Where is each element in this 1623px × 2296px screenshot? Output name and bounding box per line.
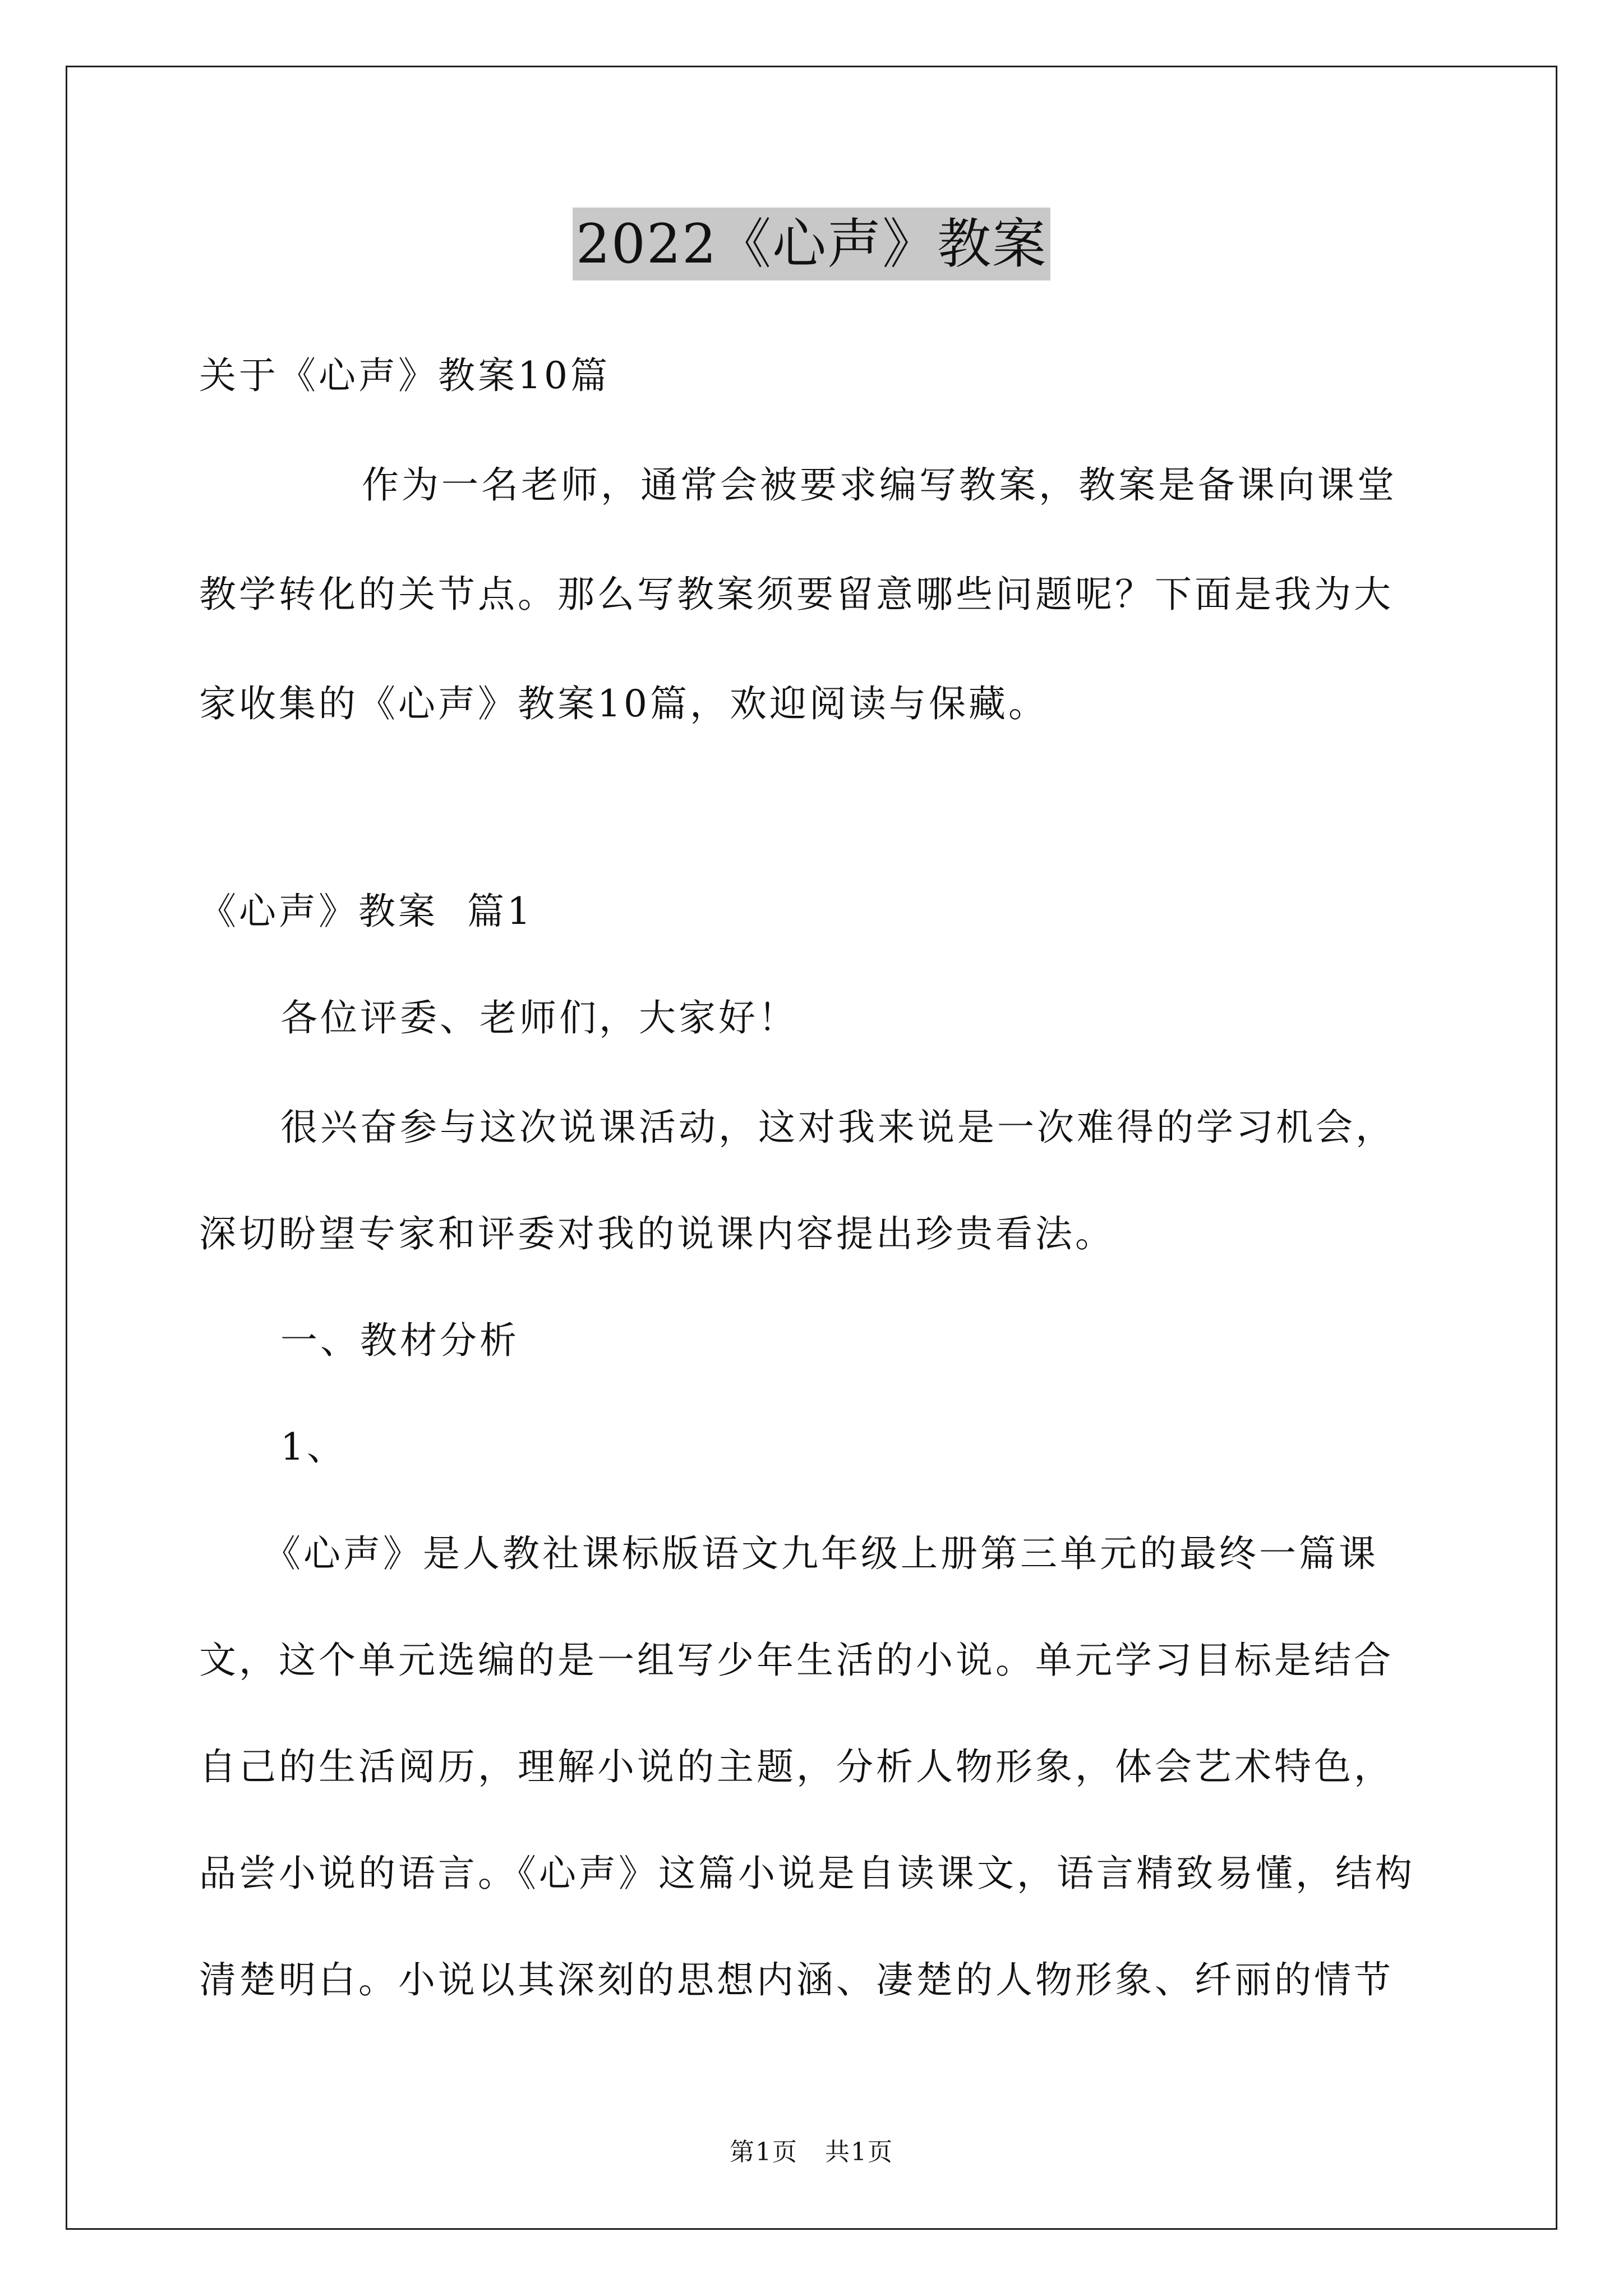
item-one: 1、 [280, 1425, 347, 1469]
para2-line-3: 自己的生活阅历，理解小说的主题，分析人物形象，体会艺术特色， [199, 1745, 1394, 1788]
intro-line-2: 教学转化的关节点。那么写教案须要留意哪些问题呢？下面是我为大 [199, 573, 1394, 616]
para2-line-2: 文，这个单元选编的是一组写少年生活的小说。单元学习目标是结合 [199, 1639, 1394, 1682]
para2-line-4: 品尝小说的语言。《心声》这篇小说是自读课文，语言精致易懂，结构 [199, 1852, 1415, 1895]
para1-line-1: 很兴奋参与这次说课活动，这对我来说是一次难得的学习机会， [280, 1106, 1395, 1149]
subtitle: 关于《心声》教案10篇 [199, 354, 610, 397]
para2-line-5: 清楚明白。小说以其深刻的思想内涵、凄楚的人物形象、纤丽的情节 [199, 1958, 1394, 2001]
section-heading: 《心声》教案 篇1 [199, 890, 533, 933]
para2-line-1: 《心声》是人教社课标版语文九年级上册第三单元的最终一篇课 [264, 1532, 1378, 1575]
para1-line-2: 深切盼望专家和评委对我的说课内容提出珍贵看法。 [199, 1212, 1115, 1255]
greeting: 各位评委、老师们，大家好！ [280, 996, 798, 1039]
title-container [0, 208, 1623, 280]
heading-one: 一、教材分析 [280, 1319, 519, 1362]
document-title: 2022《心声》教案 [573, 208, 1050, 280]
intro-line-1: 作为一名老师，通常会被要求编写教案，教案是备课向课堂 [362, 463, 1397, 507]
intro-line-3: 家收集的《心声》教案10篇，欢迎阅读与保藏。 [199, 682, 1048, 725]
page-number: 第1页 共1页 [730, 2138, 893, 2166]
page-footer [0, 2132, 1623, 2168]
